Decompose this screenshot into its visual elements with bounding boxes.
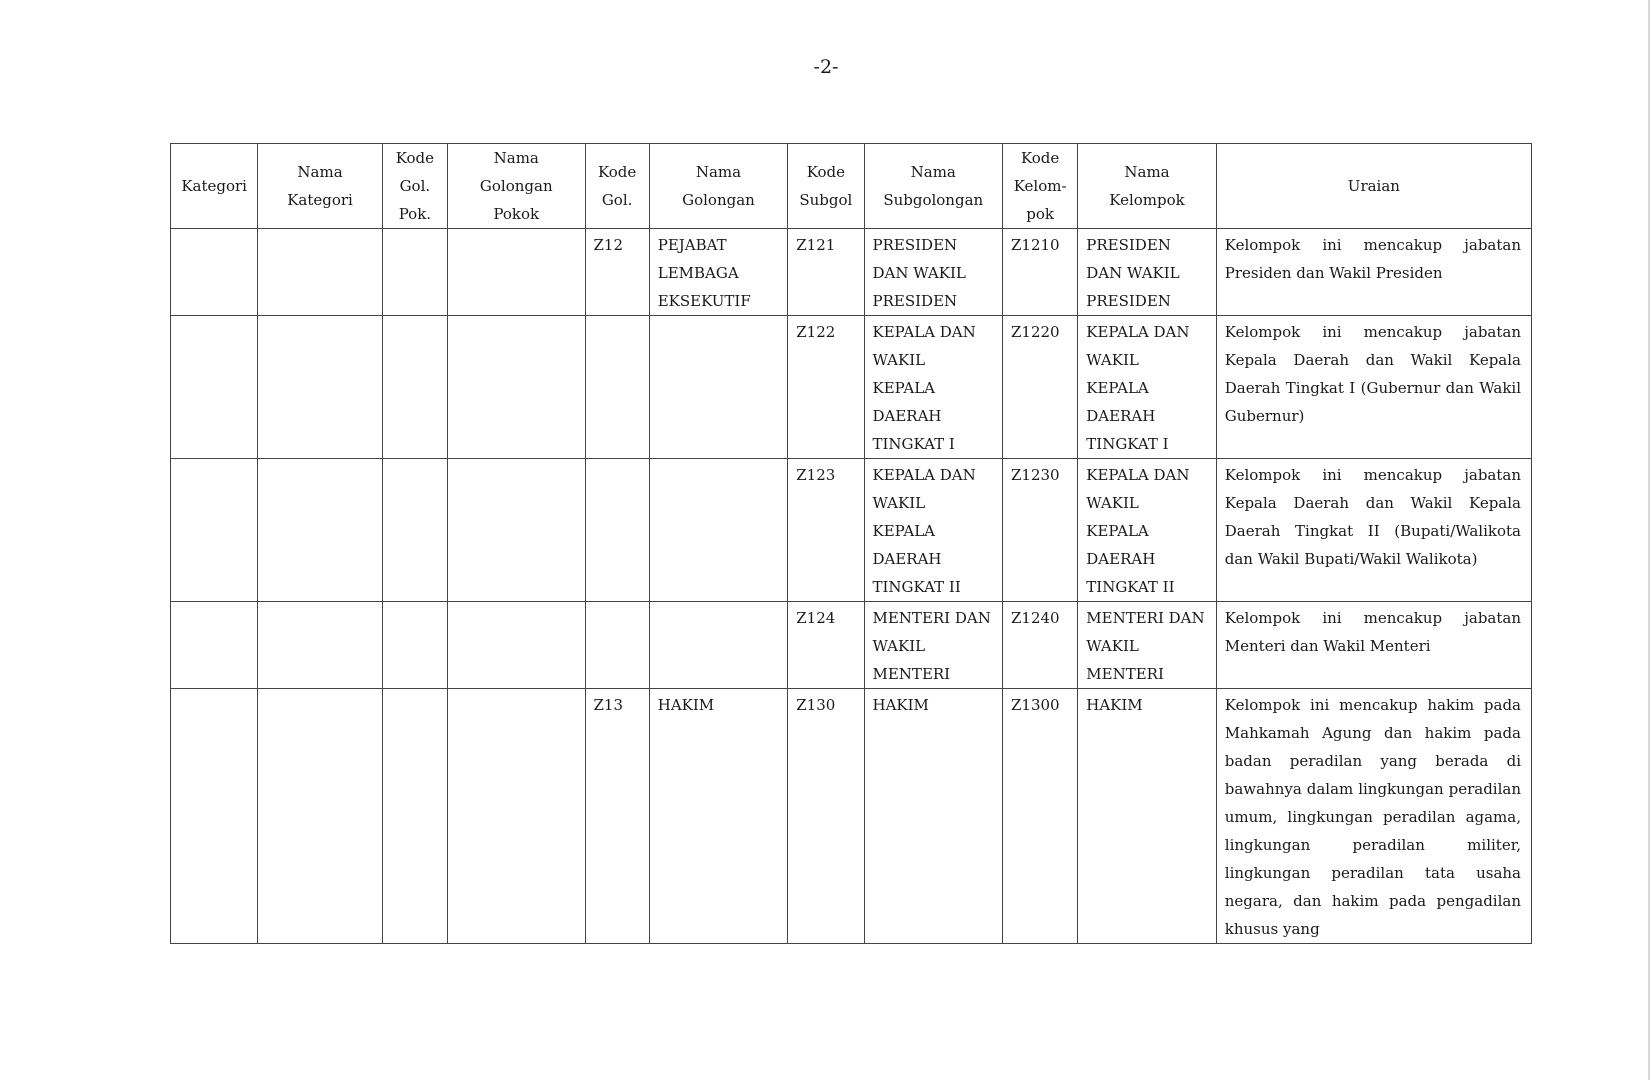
cell-uraian: Kelompok ini mencakup jabatan Kepala Daerah dan Wakil Kepala Daerah Tingkat I (Gubernur dan Wakil Gubernur) <box>1216 316 1531 459</box>
cell-nama-kelompok: KEPALA DAN WAKIL KEPALA DAERAH TINGKAT I <box>1078 316 1217 459</box>
cell-uraian: Kelompok ini mencakup jabatan Kepala Daerah dan Wakil Kepala Daerah Tingkat II (Bupati/Walikota dan Wakil Bupati/Wakil Walikota) <box>1216 459 1531 602</box>
cell-kode-gol: Z13 <box>585 689 649 944</box>
header-nama-kelompok: Nama Kelompok <box>1078 144 1217 229</box>
header-uraian: Uraian <box>1216 144 1531 229</box>
cell-kode-subgol: Z121 <box>788 229 864 316</box>
cell-kode-gol <box>585 316 649 459</box>
cell-kode-gol-pok <box>382 689 447 944</box>
cell-nama-kategori <box>258 459 382 602</box>
cell-nama-golongan <box>649 316 788 459</box>
cell-kode-subgol: Z123 <box>788 459 864 602</box>
cell-nama-subgolongan: KEPALA DAN WAKIL KEPALA DAERAH TINGKAT II <box>864 459 1003 602</box>
cell-nama-golongan <box>649 602 788 689</box>
cell-nama-golongan-pokok <box>448 689 586 944</box>
cell-nama-kategori <box>258 602 382 689</box>
cell-kode-kelompok: Z1300 <box>1003 689 1078 944</box>
table-row <box>171 316 1532 459</box>
cell-kode-subgol: Z122 <box>788 316 864 459</box>
cell-nama-golongan-pokok <box>448 316 586 459</box>
cell-kode-gol-pok <box>382 229 447 316</box>
header-kategori: Kategori <box>171 144 258 229</box>
cell-nama-kelompok: HAKIM <box>1078 689 1217 944</box>
cell-nama-kelompok: PRESIDEN DAN WAKIL PRESIDEN <box>1078 229 1217 316</box>
page-number: -2- <box>813 56 839 78</box>
table-row <box>171 689 1532 944</box>
header-nama-golongan-pokok: Nama Golongan Pokok <box>448 144 586 229</box>
header-kode-kelompok: Kode Kelom- pok <box>1003 144 1078 229</box>
header-kode-subgol: Kode Subgol <box>788 144 864 229</box>
table-row <box>171 459 1532 602</box>
cell-kode-kelompok: Z1210 <box>1003 229 1078 316</box>
cell-kode-gol <box>585 602 649 689</box>
header-nama-golongan: Nama Golongan <box>649 144 788 229</box>
cell-nama-golongan-pokok <box>448 229 586 316</box>
cell-kode-subgol: Z130 <box>788 689 864 944</box>
page-edge <box>1648 0 1650 1080</box>
cell-kode-gol-pok <box>382 316 447 459</box>
cell-kode-gol: Z12 <box>585 229 649 316</box>
cell-nama-kelompok: MENTERI DAN WAKIL MENTERI <box>1078 602 1217 689</box>
cell-kode-gol <box>585 459 649 602</box>
cell-nama-kategori <box>258 316 382 459</box>
table-row <box>171 602 1532 689</box>
cell-kode-kelompok: Z1230 <box>1003 459 1078 602</box>
header-kode-gol-pok: Kode Gol. Pok. <box>382 144 447 229</box>
header-row <box>171 144 1532 229</box>
cell-nama-subgolongan: MENTERI DAN WAKIL MENTERI <box>864 602 1003 689</box>
cell-kategori <box>171 316 258 459</box>
cell-kode-gol-pok <box>382 459 447 602</box>
cell-uraian: Kelompok ini mencakup hakim pada Mahkamah Agung dan hakim pada badan peradilan yang berada di bawahnya dalam lingkungan peradilan umum, lingkungan peradilan agama, lingkungan peradilan militer, lingkungan peradilan tata usaha negara, dan hakim pada pengadilan khusus yang <box>1216 689 1531 944</box>
header-kode-gol: Kode Gol. <box>585 144 649 229</box>
cell-kode-kelompok: Z1240 <box>1003 602 1078 689</box>
cell-nama-kategori <box>258 229 382 316</box>
cell-uraian: Kelompok ini mencakup jabatan Menteri dan Wakil Menteri <box>1216 602 1531 689</box>
cell-nama-golongan-pokok <box>448 602 586 689</box>
cell-nama-golongan <box>649 459 788 602</box>
cell-nama-subgolongan: HAKIM <box>864 689 1003 944</box>
cell-uraian: Kelompok ini mencakup jabatan Presiden dan Wakil Presiden <box>1216 229 1531 316</box>
cell-nama-golongan-pokok <box>448 459 586 602</box>
cell-kode-subgol: Z124 <box>788 602 864 689</box>
cell-nama-subgolongan: PRESIDEN DAN WAKIL PRESIDEN <box>864 229 1003 316</box>
cell-nama-kelompok: KEPALA DAN WAKIL KEPALA DAERAH TINGKAT II <box>1078 459 1217 602</box>
header-nama-kategori: Nama Kategori <box>258 144 382 229</box>
cell-kategori <box>171 689 258 944</box>
cell-kode-gol-pok <box>382 602 447 689</box>
header-nama-subgolongan: Nama Subgolongan <box>864 144 1003 229</box>
classification-table <box>170 143 1532 944</box>
cell-kode-kelompok: Z1220 <box>1003 316 1078 459</box>
cell-nama-subgolongan: KEPALA DAN WAKIL KEPALA DAERAH TINGKAT I <box>864 316 1003 459</box>
cell-nama-golongan: PEJABAT LEMBAGA EKSEKUTIF <box>649 229 788 316</box>
cell-kategori <box>171 602 258 689</box>
table-row <box>171 229 1532 316</box>
cell-kategori <box>171 459 258 602</box>
cell-kategori <box>171 229 258 316</box>
cell-nama-golongan: HAKIM <box>649 689 788 944</box>
cell-nama-kategori <box>258 689 382 944</box>
